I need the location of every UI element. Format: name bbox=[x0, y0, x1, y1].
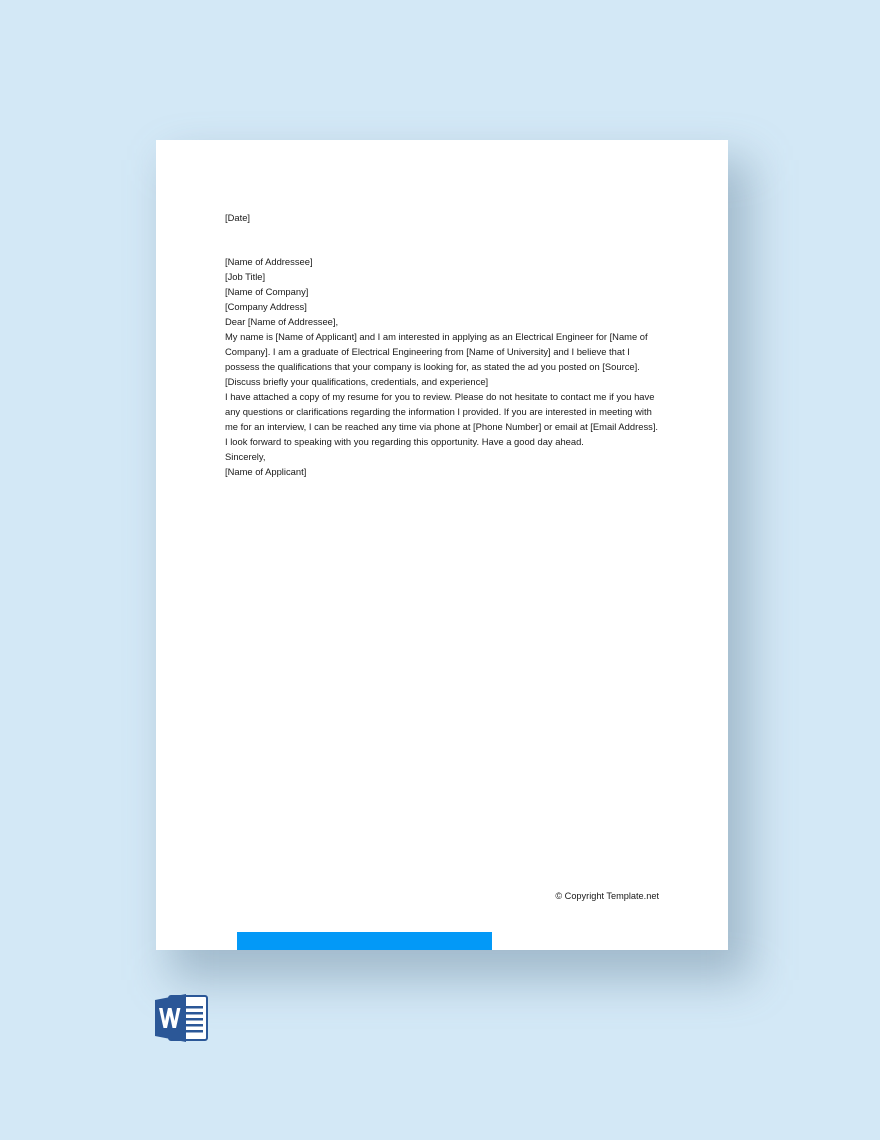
letter-date: [Date] bbox=[225, 212, 251, 223]
microsoft-word-icon bbox=[155, 993, 209, 1043]
addressee-company-address: [Company Address] bbox=[225, 301, 307, 312]
copyright-notice: © Copyright Template.net bbox=[555, 891, 659, 901]
body-paragraph-intro: My name is [Name of Applicant] and I am interested in applying as an Electrical Engineer for [Name of Company]. I am a graduate of Electrical Engineering from [Name of University] and I believe that I possess the qualifications that your company is looking for, as stated the ad you posted on [Source]. bbox=[225, 331, 648, 372]
body-paragraph-closing: I look forward to speaking with you regarding this opportunity. Have a good day ahead. bbox=[225, 436, 584, 447]
signature-name: [Name of Applicant] bbox=[225, 466, 307, 477]
addressee-name: [Name of Addressee] bbox=[225, 256, 313, 267]
addressee-job-title: [Job Title] bbox=[225, 271, 266, 282]
addressee-block bbox=[225, 254, 665, 314]
accent-bar bbox=[237, 932, 492, 950]
document-page bbox=[156, 140, 728, 950]
salutation: Dear [Name of Addressee], bbox=[225, 316, 339, 327]
addressee-company: [Name of Company] bbox=[225, 286, 309, 297]
body-paragraph-qualifications: [Discuss briefly your qualifications, credentials, and experience] bbox=[225, 376, 489, 387]
letter-body bbox=[225, 210, 665, 479]
body-paragraph-resume: I have attached a copy of my resume for you to review. Please do not hesitate to contact me if you have any questions or clarifications regarding the information I provided. If you are interested in meeting with me for an interview, I can be reached any time via phone at [Phone Number] or email at [Email Address]. bbox=[225, 391, 659, 432]
closing: Sincerely, bbox=[225, 451, 266, 462]
